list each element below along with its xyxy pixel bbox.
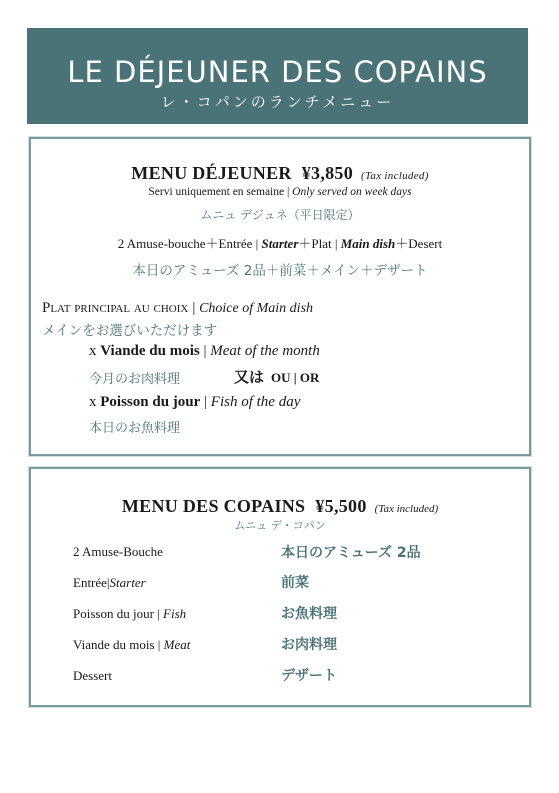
course-part-plat: ＋Plat — [298, 236, 332, 251]
menu-dejeuner-box — [29, 137, 531, 456]
header-banner — [27, 28, 528, 124]
viande-prefix: x — [89, 343, 97, 359]
list-item-fr: 2 Amuse-Bouche — [73, 544, 163, 559]
course-part-starter: Starter — [261, 236, 299, 251]
servi-text: Servi uniquement en semaine — [148, 186, 285, 198]
plat-heading-en: Choice of Main dish — [199, 301, 314, 316]
menu-copains-title: MENU DES COPAINS — [121, 496, 306, 516]
menu-copains-heading — [31, 496, 529, 517]
course-line-jp: 本日のアミューズ 2品＋前菜＋メイン＋デザート — [132, 263, 428, 279]
list-item-fr: Dessert — [73, 668, 112, 683]
menu-dejeuner-title: MENU DÉJEUNER — [131, 163, 292, 183]
poisson-jp: 本日のお魚料理 — [89, 421, 181, 436]
menu-dejeuner-tax: (Tax included) — [361, 170, 429, 182]
list-item-fr: Viande du mois | Meat — [73, 637, 191, 652]
menu-copains-price: ¥5,500 — [315, 496, 367, 516]
menu-dejeuner-jp-name: ムニュ デジュネ（平日限定） — [200, 208, 360, 222]
only-weekdays-text: Only served on week days — [292, 186, 412, 198]
list-item-jp: お肉料理 — [281, 637, 337, 653]
course-part-main: Main dish — [340, 236, 396, 251]
menu-copains-jp-name: ムニュ デ・コパン — [234, 519, 326, 532]
plat-heading-fr: Plat principal au choix — [42, 300, 189, 316]
page-title: LE DÉJEUNER DES COPAINS — [67, 55, 488, 89]
option-viande: x Viande du mois | Meat of the month — [89, 343, 320, 359]
course-part-desert: ＋Desert — [395, 236, 443, 251]
viande-jp: 今月のお肉料理 — [89, 372, 181, 387]
poisson-prefix: x — [89, 394, 97, 410]
menu-dejeuner-availability — [31, 186, 529, 198]
poisson-fr: Poisson du jour — [100, 394, 201, 410]
list-item-jp: 本日のアミューズ 2品 — [281, 545, 421, 561]
separator: | — [286, 186, 290, 198]
list-item-jp: デザート — [281, 668, 337, 684]
plat-heading-jp: メインをお選びいただけます — [42, 323, 218, 339]
viande-en: Meat of the month — [210, 343, 320, 359]
menu-copains-box — [29, 467, 531, 707]
plat-heading: Plat principal au choix | Choice of Main dish — [42, 300, 314, 316]
course-line: 2 Amuse-bouche＋Entrée | Starter＋Plat | Main dish＋Desert — [117, 236, 443, 251]
page-subtitle-jp: レ・コパンのランチメニュー — [160, 93, 395, 111]
menu-copains-tax: (Tax included) — [374, 503, 439, 515]
course-part-1: 2 Amuse-bouche＋Entrée — [117, 236, 253, 251]
list-item-fr: Entrée|Starter — [73, 575, 146, 590]
viande-fr: Viande du mois — [100, 343, 200, 359]
option-poisson: x Poisson du jour | Fish of the day — [89, 394, 301, 410]
ou-separator — [234, 366, 319, 387]
ou-or: OU | OR — [271, 370, 320, 385]
list-item-jp: 前菜 — [281, 575, 309, 591]
list-item-jp: お魚料理 — [281, 606, 337, 622]
ou-jp: 又は — [234, 368, 265, 386]
menu-dejeuner-price: ¥3,850 — [301, 163, 354, 183]
menu-dejeuner-heading — [31, 163, 529, 184]
poisson-en: Fish of the day — [210, 394, 301, 410]
list-item-fr: Poisson du jour | Fish — [73, 606, 187, 621]
